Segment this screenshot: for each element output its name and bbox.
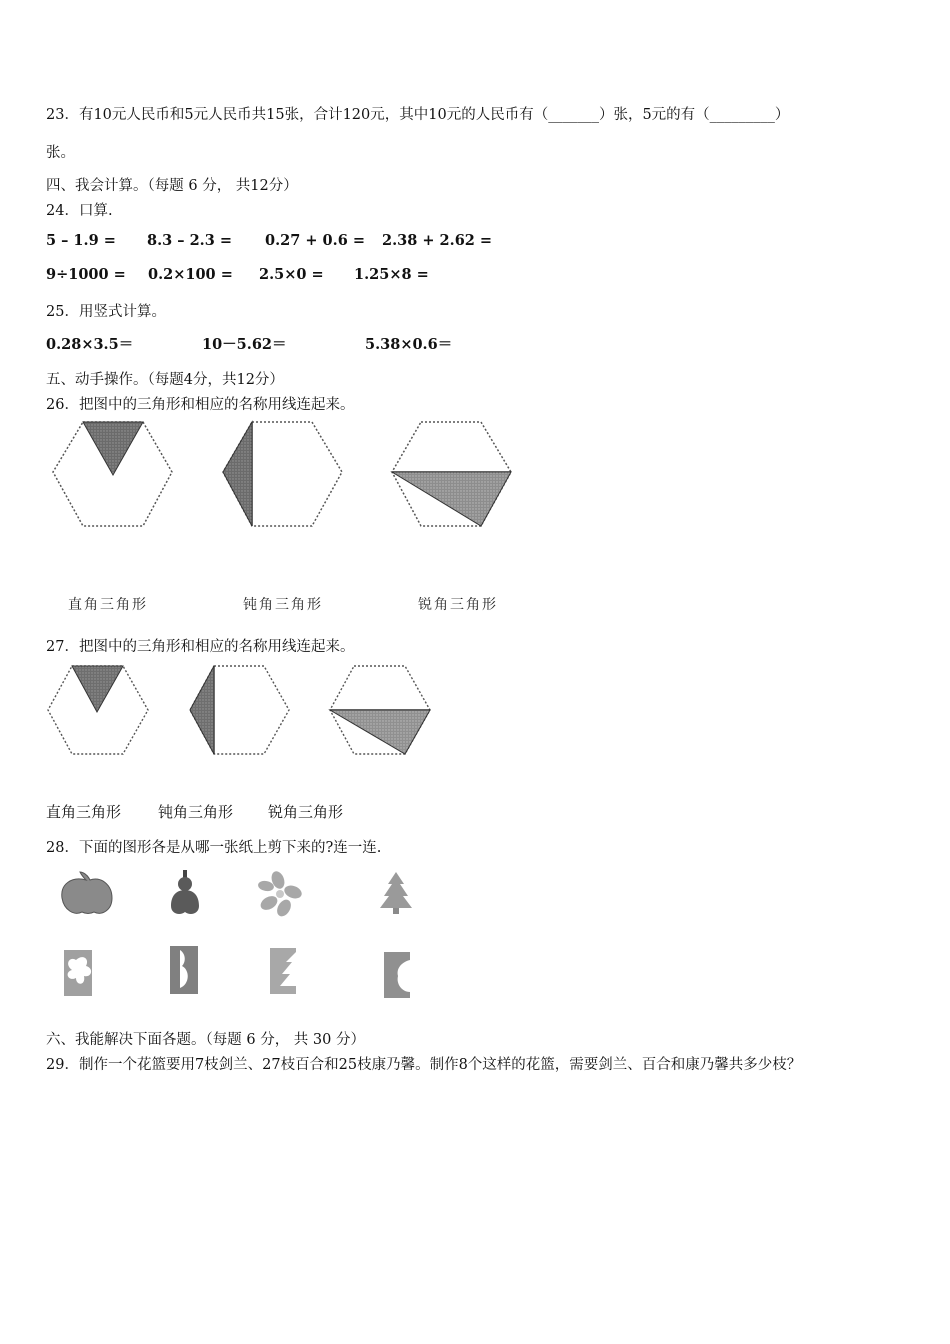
q25-title: 25．用竖式计算。: [46, 304, 166, 320]
section4-title: 四、我会计算。（每题 6 分， 共12分）: [46, 178, 298, 194]
q26-title: 26．把图中的三角形和相应的名称用线连起来。: [46, 397, 355, 413]
hexagon-right-triangle-figure: [48, 666, 148, 754]
calc-item: 9÷1000 =: [46, 266, 126, 283]
q26-label-obtuse: 钝角三角形: [243, 597, 323, 613]
q27-label-obtuse: 钝角三角形: [158, 803, 234, 821]
paper-tree-cutout: [270, 948, 296, 994]
q27-title: 27．把图中的三角形和相应的名称用线连起来。: [46, 639, 355, 655]
hexagon-obtuse-triangle-figure: [190, 666, 289, 754]
q26-label-right: 直角三角形: [68, 597, 148, 613]
calc-item: 0.2×100 =: [148, 266, 233, 283]
section6-title: 六、我能解决下面各题。（每题 6 分， 共 30 分）: [46, 1032, 365, 1048]
q24-title: 24．口算.: [46, 203, 113, 219]
hexagon-acute-triangle-figure: [392, 422, 511, 526]
hexagon-acute-triangle-figure: [330, 666, 430, 754]
paper-gourd-cutout: [162, 946, 198, 994]
section5-title: 五、动手操作。（每题4分，共12分）: [46, 372, 284, 388]
calc-item: 2.5×0 =: [259, 266, 324, 283]
q28-figures: [50, 868, 430, 1003]
q27-figures: [40, 660, 440, 760]
calc-item: 1.25×8 =: [354, 266, 429, 283]
q27-label-acute: 锐角三角形: [268, 803, 344, 821]
q29-text: 29．制作一个花篮要用7枝剑兰、27枝百合和25枝康乃馨。制作8个这样的花篮，需要剑兰、百合和康乃馨共多少枝？: [46, 1057, 802, 1073]
q23-line2: 张。: [46, 145, 75, 161]
vertical-calc-item: 5.38×0.6＝: [365, 336, 453, 353]
paper-flower-cutout: [64, 950, 92, 996]
calc-item: 0.27 + 0.6 =: [265, 232, 365, 249]
flower-shape-icon: [257, 869, 303, 918]
calc-item: 2.38 + 2.62 =: [382, 232, 493, 249]
paper-apple-cutout: [384, 952, 410, 998]
q26-label-acute: 锐角三角形: [418, 597, 498, 613]
vertical-calc-item: 10－5.62＝: [202, 336, 287, 353]
calc-item: 8.3 – 2.3 =: [147, 232, 232, 249]
q28-title: 28．下面的图形各是从哪一张纸上剪下来的?连一连.: [46, 840, 382, 856]
q26-figures: [40, 412, 520, 537]
q23-line1: 23．有10元人民币和5元人民币共15张，合计120元，其中10元的人民币有（_______）张，5元的有（_________）: [46, 107, 790, 123]
hexagon-obtuse-triangle-figure: [223, 422, 342, 526]
calc-item: 5 – 1.9 =: [46, 232, 116, 249]
apple-shape-icon: [62, 872, 112, 914]
vertical-calc-item: 0.28×3.5＝: [46, 336, 134, 353]
gourd-shape-icon: [171, 870, 199, 914]
hexagon-right-triangle-figure: [53, 422, 172, 526]
tree-shape-icon: [380, 872, 412, 914]
q27-label-right: 直角三角形: [46, 803, 122, 821]
